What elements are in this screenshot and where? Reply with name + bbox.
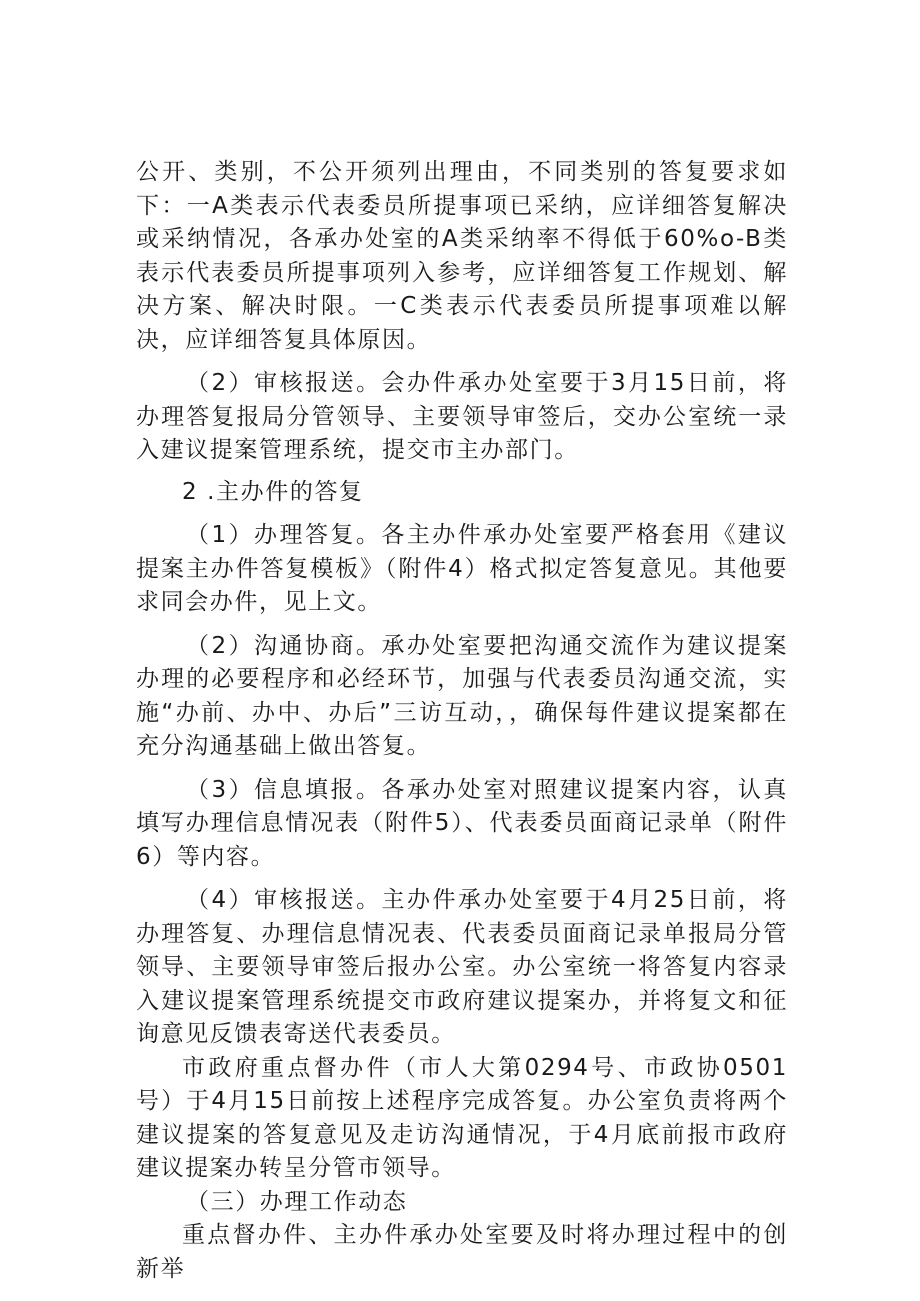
paragraph-review-submit-co-handled: （2）审核报送。会办件承办处室要于3月15日前，将办理答复报局分管领导、主要领导审签后，交办公室统一录入建议提案管理系统，提交市主办部门。 [136,370,788,463]
paragraph-info-filling: （3）信息填报。各承办处室对照建议提案内容，认真填写办理信息情况表（附件5）、代表委员面商记录单（附件6）等内容。 [136,776,788,870]
paragraph-work-updates: 重点督办件、主办件承办处室要及时将办理过程中的创新举 [136,1222,788,1282]
document-body [136,156,788,1286]
paragraph-reply-categories: 公开、类别，不公开须列出理由，不同类别的答复要求如下：一A类表示代表委员所提事项已采纳，应详细答复解决或采纳情况，各承办处室的A类采纳率不得低于60%o-B类表示代表委员所提事项列入参考，应详细答复工作规划、解决方案、解决时限。一C类表示代表委员所提事项难以解决，应详细答复具体原因。 [136,159,788,353]
section-heading-main-handled-reply: 2 .主办件的答复 [182,478,364,505]
paragraph-key-supervised: 市政府重点督办件（市人大第0294号、市政协0501号）于4月15日前按上述程序完成答复。办公室负责将两个建议提案的答复意见及走访沟通情况，于4月底前报市政府建议提案办转呈分管市领导。 [136,1054,788,1181]
paragraph-communication: （2）沟通协商。承办处室要把沟通交流作为建议提案办理的必要程序和必经环节，加强与代表委员沟通交流，实施“办前、办中、办后”三访互动，，确保每件建议提案都在充分沟通基础上做出答复。 [136,632,788,759]
paragraph-review-submit-main-handled: （4）审核报送。主办件承办处室要于4月25日前，将办理答复、办理信息情况表、代表委员面商记录单报局分管领导、主要领导审签后报办公室。办公室统一将答复内容录入建议提案管理系统提交市政府建议提案办，并将复文和征询意见反馈表寄送代表委员。 [136,887,788,1047]
paragraph-handling-reply: （1）办理答复。各主办件承办处室要严格套用《建议提案主办件答复模板》（附件4）格式拟定答复意见。其他要求同会办件，见上文。 [136,522,788,615]
section-heading-work-updates: （三）办理工作动态 [186,1188,408,1215]
